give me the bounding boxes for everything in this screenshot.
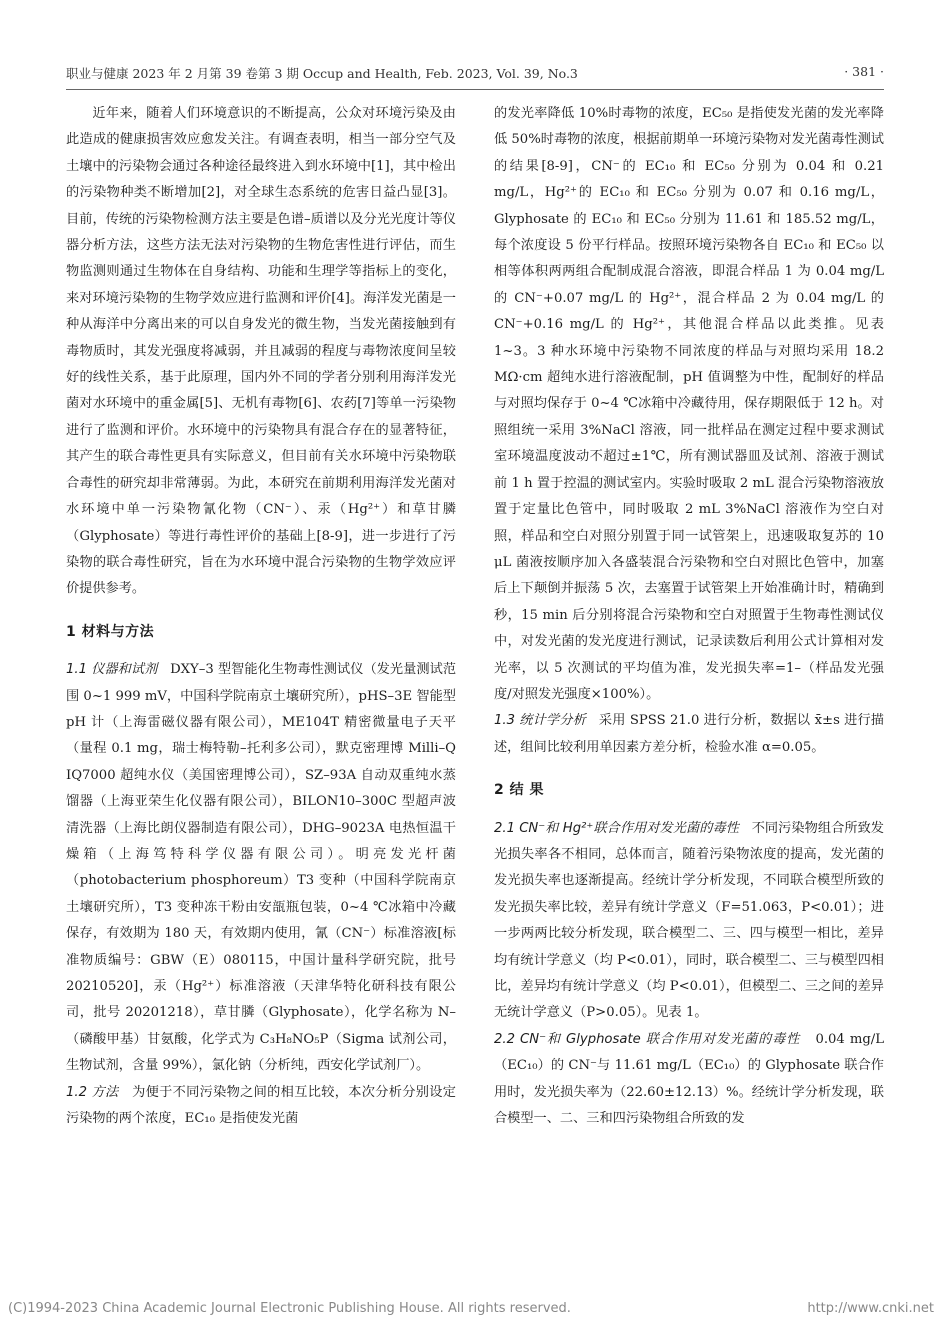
subsection-1-1-body: DXY–3 型智能化生物毒性测试仪（发光量测试范围 0~1 999 mV，中国科学院南京土壤研究所），pHS–3E 智能型 pH 计（上海雷磁仪器有限公司），ME104T 精密微量电子天平（量程 0.1 mg，瑞士梅特勒–托利多公司），默克密理博 Milli–Q IQ7000 超纯水仪（美国密理博公司），SZ–93A 自动双重纯水蒸馏器（上海亚荣生化仪器有限公司），BILON10–300C 型超声波清洗器（上海比朗仪器制造有限公司），DHG–9023A 电热恒温干燥箱（上海笃特科学仪器有限公司）。明亮发光杆菌（photobacterium phosphoreum）T3 变种（中国科学院南京土壤研究所），T3 变种冻干粉由安瓿瓶包装，0~4 ℃冰箱中冷藏保存，有效期为 180 天，有效期内使用，氰（CN⁻）标准溶液[标准物质编号：GBW（E）080115，中国计量科学研究院，批号 20210520]，汞（Hg²⁺）标准溶液（天津华特化研科技有限公司，批号 20201218），草甘膦（Glyphosate），化学名称为 N–（磷酸甲基）甘氨酸，化学式为 C₃H₈NO₅P（Sigma 试剂公司，生物试剂，含量 99%），氯化钠（分析纯，西安化学试剂厂）。	[66, 662, 457, 1074]
left-column	[66, 101, 456, 1132]
subsection-1-2-continued: 的发光率降低 10%时毒物的浓度，EC₅₀ 是指使发光菌的发光率降低 50%时毒物的浓度，根据前期单一环境污染物对发光菌毒性测试的结果[8-9]，CN⁻的 EC₁₀ 和 EC₅₀ 分别为 0.04 和 0.21 mg/L，Hg²⁺的 EC₁₀ 和 EC₅₀ 分别为 0.07 和 0.16 mg/L，Glyphosate 的 EC₁₀ 和 EC₅₀ 分别为 11.61 和 185.52 mg/L，每个浓度设 5 份平行样品。按照环境污染物各自 EC₁₀ 和 EC₅₀ 以相等体积两两组合配制成混合溶液，即混合样品 1 为 0.04 mg/L 的 CN⁻+0.07 mg/L 的 Hg²⁺，混合样品 2 为 0.04 mg/L 的 CN⁻+0.16 mg/L 的 Hg²⁺，其他混合样品以此类推。见表 1~3。3 种水环境中污染物不同浓度的样品与对照均采用 18.2 MΩ·cm 超纯水进行溶液配制，pH 值调整为中性，配制好的样品与对照均保存于 0~4 ℃冰箱中冷藏待用，保存期限低于 12 h。对照组统一采用 3%NaCl 溶液，同一批样品在测定过程中要求测试室环境温度波动不超过±1℃，所有测试器皿及试剂、溶液于测试前 1 h 置于控温的测试室内。实验时吸取 2 mL 混合污染物溶液放置于定量比色管中，同时吸取 2 mL 3%NaCl 溶液作为空白对照，样品和空白对照分别置于同一试管架上，迅速吸取复苏的 10 μL 菌液按顺序加入各盛装混合污染物和空白对照比色管中，加塞后上下颠倒并振荡 5 次，去塞置于试管架上开始准确计时，精确到秒，15 min 后分别将混合污染物和空白对照置于生物毒性测试仪中，对发光菌的发光度进行测试，记录读数后利用公式计算相对发光率，以 5 次测试的平均值为准，发光损失率=1–（样品发光强度/对照发光强度×100%）。	[494, 106, 884, 702]
subsection-1-2-heading: 1.2 方法	[66, 1084, 119, 1100]
subsection-2-1-heading: 2.1 CN⁻和 Hg²⁺联合作用对发光菌的毒性	[494, 820, 739, 836]
footer-url: http://www.cnki.net	[807, 1301, 934, 1316]
subsection-1-3-heading: 1.3 统计学分析	[494, 713, 586, 729]
running-header	[66, 64, 884, 84]
section-2-title: 2 结 果	[494, 782, 544, 799]
journal-citation: 职业与健康 2023 年 2 月第 39 卷第 3 期 Occup and Health, Feb. 2023, Vol. 39, No.3	[66, 66, 578, 81]
subsection-1-1-heading: 1.1 仪器和试剂	[66, 662, 158, 678]
subsection-1-3	[494, 708, 884, 761]
intro-paragraph: 近年来，随着人们环境意识的不断提高，公众对环境污染及由此造成的健康损害效应愈发关注。有调查表明，相当一部分空气及土壤中的污染物会通过各种途径最终进入到水环境中[1]，其中检出的污染物种类不断增加[2]，对全球生态系统的危害日益凸显[3]。目前，传统的污染物检测方法主要是色谱–质谱以及分光光度计等仪器分析方法，这些方法无法对污染物的生物危害性进行评估，而生物监测则通过生物体在自身结构、功能和生理学等指标上的变化，来对环境污染物的生物学效应进行监测和评价[4]。海洋发光菌是一种从海洋中分离出来的可以自身发光的微生物，当发光菌接触到有毒物质时，其发光强度将减弱，并且减弱的程度与毒物浓度间呈较好的线性关系，基于此原理，国内外不同的学者分别利用海洋发光菌对水环境中的重金属[5]、无机有毒物[6]、农药[7]等单一污染物进行了监测和评价。水环境中的污染物具有混合存在的显著特征，其产生的联合毒性更具有实际意义，但目前有关水环境中污染物联合毒性的研究却非常薄弱。为此，本研究在前期利用海洋发光菌对水环境中单一污染物氰化物（CN⁻）、汞（Hg²⁺）和草甘膦（Glyphosate）等进行毒性评价的基础上[8-9]，进一步进行了污染物的联合毒性研究，旨在为水环境中混合污染物的生物学效应评价提供参考。	[66, 106, 456, 597]
header-rule	[66, 89, 884, 90]
right-column	[494, 101, 884, 1132]
subsection-1-1	[66, 657, 456, 1080]
copyright-notice: (C)1994-2023 China Academic Journal Electronic Publishing House. All rights reserved.	[8, 1301, 571, 1316]
subsection-1-2	[66, 1080, 456, 1133]
subsection-2-2-body: 0.04 mg/L（EC₁₀）的 CN⁻与 11.61 mg/L（EC₁₀）的 Glyphosate 联合作用时，发光损失率为（22.60±12.13）%。经统计学分析发现，联合模型一、二、三和四污染物组合所致的发	[494, 1031, 884, 1127]
subsection-2-1-body: 不同污染物组合所致发光损失率各不相同，总体而言，随着污染物浓度的提高，发光菌的发光损失率也逐渐提高。经统计学分析发现，不同联合模型所致的发光损失率比较，差异有统计学意义（F=51.063，P<0.01）；进一步两两比较分析发现，联合模型二、三、四与模型一相比，差异均有统计学意义（均 P<0.01），同时，联合模型二、三与模型四相比，差异均有统计学意义（均 P<0.01），但模型二、三之间的差异无统计学意义（P>0.05）。见表 1。	[494, 820, 884, 1021]
subsection-2-2-heading: 2.2 CN⁻和 Glyphosate 联合作用对发光菌的毒性	[494, 1031, 801, 1047]
subsection-1-3-body: 采用 SPSS 21.0 进行分析，数据以 x̄±s 进行描述，组间比较利用单因素方差分析，检验水准 α=0.05。	[494, 713, 884, 755]
subsection-1-2-body: 为便于不同污染物之间的相互比较，本次分析分别设定污染物的两个浓度，EC₁₀ 是指使发光菌	[66, 1084, 456, 1127]
subsection-2-2	[494, 1027, 884, 1133]
section-1-title: 1 材料与方法	[66, 623, 155, 640]
page-number: · 381 ·	[844, 64, 884, 79]
subsection-2-1	[494, 816, 884, 1027]
